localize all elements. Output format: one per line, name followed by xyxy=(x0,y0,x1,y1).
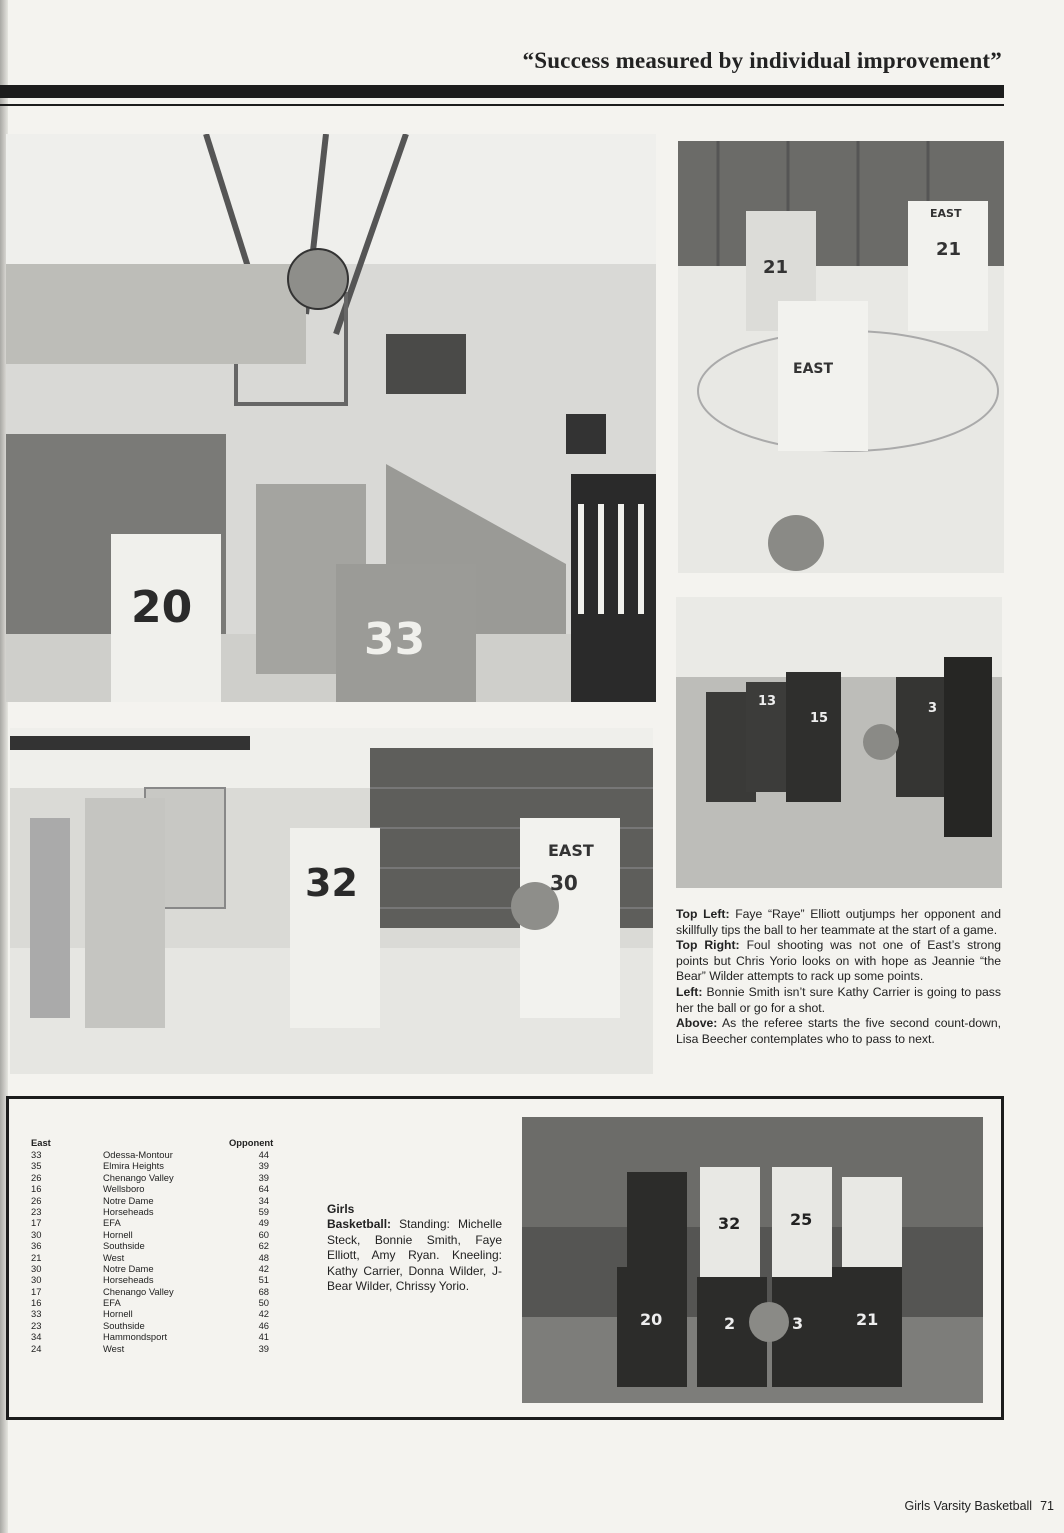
opponent-score: 48 xyxy=(258,1251,269,1263)
jersey-number: 3 xyxy=(928,701,938,716)
footer-section-title: Girls Varsity Basketball xyxy=(904,1499,1033,1513)
opponent-score: 41 xyxy=(258,1331,269,1343)
opponent-score: 34 xyxy=(258,1194,269,1206)
opponent-name: Chenango Valley xyxy=(103,1171,174,1183)
header-rule-thick xyxy=(0,85,1004,98)
opponent-name: Wellsboro xyxy=(103,1183,145,1195)
page-headline: “Success measured by individual improvement” xyxy=(522,48,1002,73)
jersey-text: EAST xyxy=(548,841,594,860)
jersey-text: EAST xyxy=(930,207,962,220)
opponent-name: Southside xyxy=(103,1240,145,1252)
opponent-score: 42 xyxy=(258,1262,269,1274)
jersey-number: 2 xyxy=(724,1314,736,1333)
east-score: 33 xyxy=(31,1308,42,1320)
jersey-number: 20 xyxy=(131,582,193,633)
east-score: 23 xyxy=(31,1205,42,1217)
opponent-score: 68 xyxy=(258,1285,269,1297)
jersey-number: 20 xyxy=(640,1310,663,1329)
header-rule-thin xyxy=(0,104,1004,106)
opponent-name: Notre Dame xyxy=(103,1262,154,1274)
caption-top-left: Top Left: Faye “Raye” Elliott outjumps her opponent and skillfully tips the ball to her teammate at the start of a game. xyxy=(676,907,1001,937)
opponent-score: 60 xyxy=(258,1228,269,1240)
opponent-score: 50 xyxy=(258,1297,269,1309)
east-score: 24 xyxy=(31,1342,42,1354)
east-score: 34 xyxy=(31,1331,42,1343)
east-score: 30 xyxy=(31,1228,42,1240)
opponent-score: 39 xyxy=(258,1160,269,1172)
east-score: 33 xyxy=(31,1149,42,1160)
jersey-number: 13 xyxy=(758,694,777,709)
jersey-number: 32 xyxy=(718,1214,741,1233)
opponent-name: EFA xyxy=(103,1297,121,1309)
jersey-number: 32 xyxy=(305,861,358,905)
opponent-name: EFA xyxy=(103,1217,121,1229)
photo-team-portrait xyxy=(522,1117,983,1403)
jersey-number: 3 xyxy=(792,1314,804,1333)
opponent-name: Elmira Heights xyxy=(103,1160,164,1172)
opponent-name: Chenango Valley xyxy=(103,1285,174,1297)
east-score: 26 xyxy=(31,1171,42,1183)
opponent-name: Hammondsport xyxy=(103,1331,168,1343)
opponent-name: Odessa-Montour xyxy=(103,1149,173,1160)
opponent-score: 51 xyxy=(258,1274,269,1286)
east-score: 17 xyxy=(31,1217,42,1229)
opponent-score: 49 xyxy=(258,1217,269,1229)
opponent-score: 39 xyxy=(258,1342,269,1354)
opponent-score: 44 xyxy=(258,1149,269,1160)
page-footer xyxy=(905,1499,1055,1513)
opponent-name: Southside xyxy=(103,1319,145,1331)
east-score: 16 xyxy=(31,1297,42,1309)
opponent-score: 46 xyxy=(258,1319,269,1331)
jersey-number: 21 xyxy=(936,239,962,260)
header-east: East xyxy=(31,1137,51,1148)
opponent-name: Horseheads xyxy=(103,1205,154,1217)
east-score: 21 xyxy=(31,1251,42,1263)
east-score: 36 xyxy=(31,1240,42,1252)
opponent-score: 42 xyxy=(258,1308,269,1320)
opponent-score: 62 xyxy=(258,1240,269,1252)
header-opponent: Opponent xyxy=(229,1137,274,1148)
east-score: 17 xyxy=(31,1285,42,1297)
opponent-name: West xyxy=(103,1342,125,1354)
opponent-score: 64 xyxy=(258,1183,269,1195)
opponent-name: Notre Dame xyxy=(103,1194,154,1206)
jersey-number: 33 xyxy=(364,614,426,665)
team-caption-title: Girls xyxy=(327,1202,355,1216)
east-score: 35 xyxy=(31,1160,42,1172)
photo-captions xyxy=(676,907,1001,1047)
caption-above: Above: As the referee starts the five second count-down, Lisa Beecher contemplates who to pass to next. xyxy=(676,1016,1001,1046)
jersey-number: 15 xyxy=(810,711,829,726)
photo-above-countdown xyxy=(676,597,1002,888)
caption-top-right: Top Right: Foul shooting was not one of East’s strong points but Chris Yorio looks on with hope as Jeannie “the Bear” Wilder attempts to rack up some points. xyxy=(676,938,1002,984)
east-score: 23 xyxy=(31,1319,42,1331)
jersey-number: 21 xyxy=(856,1310,879,1329)
jersey-number: 25 xyxy=(790,1210,813,1229)
east-score: 26 xyxy=(31,1194,42,1206)
photo-top-left-tipoff xyxy=(6,134,656,702)
opponent-name: Hornell xyxy=(103,1228,133,1240)
jersey-number: 30 xyxy=(550,871,578,895)
opponent-score: 59 xyxy=(258,1205,269,1217)
jersey-text: EAST xyxy=(793,361,834,377)
team-caption-text: Standing: Michelle Steck, Bonnie Smith, Faye Elliott, Amy Ryan. Kneeling: Kathy Carrier, Donna Wilder, J-Bear Wilder, Chrissy Yorio. xyxy=(327,1217,502,1294)
page-number: 71 xyxy=(1040,1499,1054,1513)
east-score: 16 xyxy=(31,1183,42,1195)
team-photo-caption xyxy=(327,1202,502,1294)
opponent-name: Hornell xyxy=(103,1308,133,1320)
opponent-score: 39 xyxy=(258,1171,269,1183)
photo-top-right-foul-shot xyxy=(678,141,1004,573)
photo-left-pass xyxy=(10,728,653,1074)
opponent-name: West xyxy=(103,1251,125,1263)
caption-left: Left: Bonnie Smith isn’t sure Kathy Carrier is going to pass her the ball or go for a shot. xyxy=(676,984,1001,1015)
team-caption-label: Basketball: xyxy=(327,1217,392,1232)
east-score: 30 xyxy=(31,1274,42,1286)
jersey-number: 21 xyxy=(763,257,789,278)
east-score: 30 xyxy=(31,1262,42,1274)
opponent-name: Horseheads xyxy=(103,1274,154,1286)
